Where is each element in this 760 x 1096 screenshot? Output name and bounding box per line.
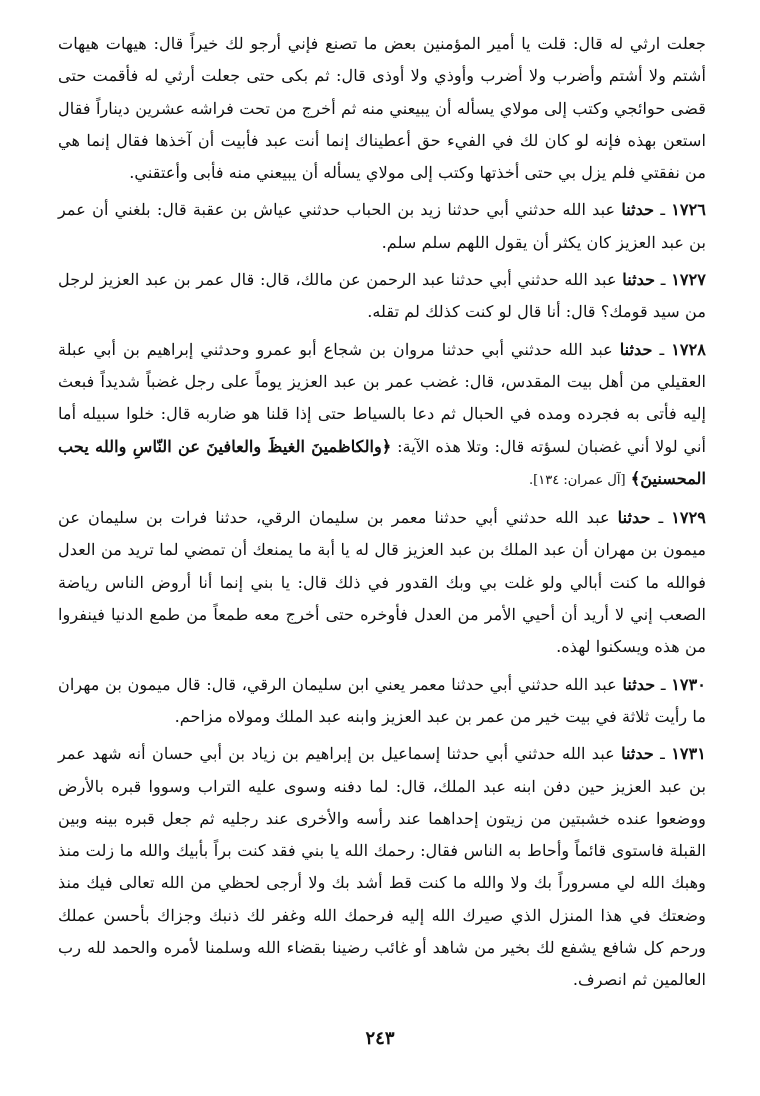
verse-reference: [آل عمران: ١٣٤]. (529, 472, 626, 488)
hadith-number: ١٧٢٧ (671, 270, 706, 290)
hadith-lead-word: حدثنا (622, 270, 656, 290)
hadith-text: عبد الله حدثني أبي حدثنا معمر يعني ابن سليمان الرقي، قال: قال ميمون بن مهران ما رأيت ثلاثة في بيت خير من عمر بن عبد العزيز وابنه عبد الملك ومولاه مزاحم. (58, 674, 706, 726)
hadith-text: عبد الله حدثني أبي حدثنا مروان بن شجاع أبو عمرو وحدثني إبراهيم بن أبي عبلة العقيلي من أهل بيت المقدس، قال: غضب عمر بن عبد العزيز يوماً على رجل غضباً شديداً فبعث إليه فأتى به فجرده ومده في الحبال ثم دعا بالسياط حتى إذا قلنا هو ضاربه قال: خلوا سبيله أما أني لولا أني غضبان لسؤته قال: وتلا هذه الآية: (58, 339, 706, 456)
hadith-number: ١٧٢٦ (671, 200, 706, 220)
hadith-1728: ١٧٢٨ ـ حدثنا عبد الله حدثني أبي حدثنا مروان بن شجاع أبو عمرو وحدثني إبراهيم بن أبي عبلة العقيلي من أهل بيت المقدس، قال: غضب عمر بن عبد العزيز يوماً على رجل غضباً شديداً فبعث إليه فأتى به فجرده ومده في الحبال ثم دعا بالسياط حتى إذا قلنا هو ضاربه قال: خلوا سبيله أما أني لولا أني غضبان لسؤته قال: وتلا هذه الآية: ﴿والكاظمينَ الغيظَ والعافينَ عن النّاسِ والله يحب المحسنينَ﴾ [آل عمران: ١٣٤]. (58, 339, 706, 488)
hadith-lead-word: حدثنا (621, 200, 655, 220)
hadith-text: عبد الله حدثني أبي حدثنا زيد بن الحباب حدثني عياش بن عقبة قال: بلغني أن عمر بن عبد العزيز كان يكثر أن يقول اللهم سلم سلم. (58, 200, 706, 252)
page-body (58, 28, 706, 997)
hadith-number: ١٧٣٠ (671, 674, 706, 694)
hadith-1727: ١٧٢٧ ـ حدثنا عبد الله حدثني أبي حدثنا عبد الرحمن عن مالك، قال: قال عمر بن عبد العزيز لرجل من سيد قومك؟ قال: أنا قال لو كنت كذلك لم تقله. (58, 270, 706, 322)
quran-verse: ﴿والكاظمينَ الغيظَ والعافينَ عن النّاسِ والله يحب المحسنينَ﴾ (58, 436, 706, 488)
hadith-1729: ١٧٢٩ ـ حدثنا عبد الله حدثني أبي حدثنا معمر بن سليمان الرقي، حدثنا فرات بن سليمان عن ميمون بن مهران أن عبد الملك بن عبد العزيز قال له يا أبة ما يمنعك أن تمضي لما تريد من العدل فوالله ما كنت أبالي ولو غلت بي وبك القدور في ذلك قال: يا بني إنما أنا أروض الناس رياضة الصعب إني لا أريد أن أحيي الأمر من العدل فأوخره حتى أخرج معه طمعاً من طمع الدنيا فينفروا من هذه ويسكنوا لهذه. (58, 508, 706, 657)
hadith-lead-word: حدثنا (622, 674, 656, 694)
hadith-number: ١٧٢٩ (671, 508, 706, 528)
hadith-1726: ١٧٢٦ ـ حدثنا عبد الله حدثني أبي حدثنا زيد بن الحباب حدثني عياش بن عقبة قال: بلغني أن عمر بن عبد العزيز كان يكثر أن يقول اللهم سلم سلم. (58, 200, 706, 252)
hadith-text: عبد الله حدثني أبي حدثنا إسماعيل بن إبراهيم بن زياد بن أبي حسان أنه شهد عمر بن عبد العزيز حين دفن ابنه عبد الملك، قال: لما دفنه وسوى عليه التراب وسووا قبره بالأرض ووضعوا عنده خشبتين من زيتون إحداهما عند رأسه والأخرى عند رجليه ثم جعل قبره بينه وبين القبلة فاستوى قائماً وأحاط به الناس فقال: رحمك الله يا بني فقد كنت براً بأبيك والله ما زلت منذ وهبك الله لي مسروراً بك ولا والله ما كنت قط أشد بك ولا أرجى لحظي من الله تعالى فيك منذ وضعتك في هذا المنزل الذي صيرك الله إليه فرحمك الله وغفر لك ذنبك وجزاك بأحسن عملك ورحم كل شافع يشفع لك بخير من شاهد أو غائب رضينا بقضاء الله وسلمنا لأمره والحمد لله رب العالمين ثم انصرف. (58, 744, 706, 990)
hadith-1730: ١٧٣٠ ـ حدثنا عبد الله حدثني أبي حدثنا معمر يعني ابن سليمان الرقي، قال: قال ميمون بن مهران ما رأيت ثلاثة في بيت خير من عمر بن عبد العزيز وابنه عبد الملك ومولاه مزاحم. (58, 674, 706, 726)
paragraph-continuation (58, 28, 706, 189)
hadith-lead-word: حدثنا (619, 339, 653, 359)
hadith-lead-word: حدثنا (617, 508, 651, 528)
hadith-lead-word: حدثنا (621, 744, 654, 764)
hadith-text: عبد الله حدثني أبي حدثنا عبد الرحمن عن مالك، قال: قال عمر بن عبد العزيز لرجل من سيد قومك؟ قال: أنا قال لو كنت كذلك لم تقله. (58, 270, 706, 322)
paragraph-text: جعلت ارثي له قال: قلت يا أمير المؤمنين بعض ما تصنع فإني أرجو لك خيراً قال: هيهات هيهات أشتم ولا أشتم وأضرب ولا أضرب وأوذي ولا أوذى قال: ثم بكى حتى جعلت أرثي له فأقمت حتى قضى حوائجي وكتب إلى مولاي يسأله أن يبيعني منه ثم أخرج من تحت فراشه عشرين ديناراً فقال استعن بهذه فإنه لو كان لك في الفيء حق أعطيناك إنما أنت عبد فأبيت أن آخذها فقال إنما هي من نفقتي فلم يزل بي حتى أخذتها وكتب إلى مولاي يسأله أن يبيعني منه فأبى وأعتقني. (58, 34, 706, 183)
page-number: ٢٤٣ (365, 1028, 395, 1049)
hadith-text: عبد الله حدثني أبي حدثنا معمر بن سليمان الرقي، حدثنا فرات بن سليمان عن ميمون بن مهران أن عبد الملك بن عبد العزيز قال له يا أبة ما يمنعك أن تمضي لما تريد من العدل فوالله ما كنت أبالي ولو غلت بي وبك القدور في ذلك قال: يا بني إنما أنا أروض الناس رياضة الصعب إني لا أريد أن أحيي الأمر من العدل فأوخره حتى أخرج معه طمعاً من طمع الدنيا فينفروا من هذه ويسكنوا لهذه. (58, 508, 706, 657)
hadith-1731: ١٧٣١ ـ حدثنا عبد الله حدثني أبي حدثنا إسماعيل بن إبراهيم بن زياد بن أبي حسان أنه شهد عمر بن عبد العزيز حين دفن ابنه عبد الملك، قال: لما دفنه وسوى عليه التراب وسووا قبره بالأرض ووضعوا عنده خشبتين من زيتون إحداهما عند رأسه والأخرى عند رجليه ثم جعل قبره بينه وبين القبلة فاستوى قائماً وأحاط به الناس فقال: رحمك الله يا بني فقد كنت براً بأبيك والله ما زلت منذ وهبك الله لي مسروراً بك ولا والله ما كنت قط أشد بك ولا أرجى لحظي من الله تعالى فيك منذ وضعتك في هذا المنزل الذي صيرك الله إليه فرحمك الله وغفر لك ذنبك وجزاك بأحسن عملك ورحم كل شافع يشفع لك بخير من شاهد أو غائب رضينا بقضاء الله وسلمنا لأمره والحمد لله رب العالمين ثم انصرف. (58, 744, 706, 990)
hadith-number: ١٧٣١ (671, 744, 706, 764)
hadith-number: ١٧٢٨ (671, 339, 706, 359)
